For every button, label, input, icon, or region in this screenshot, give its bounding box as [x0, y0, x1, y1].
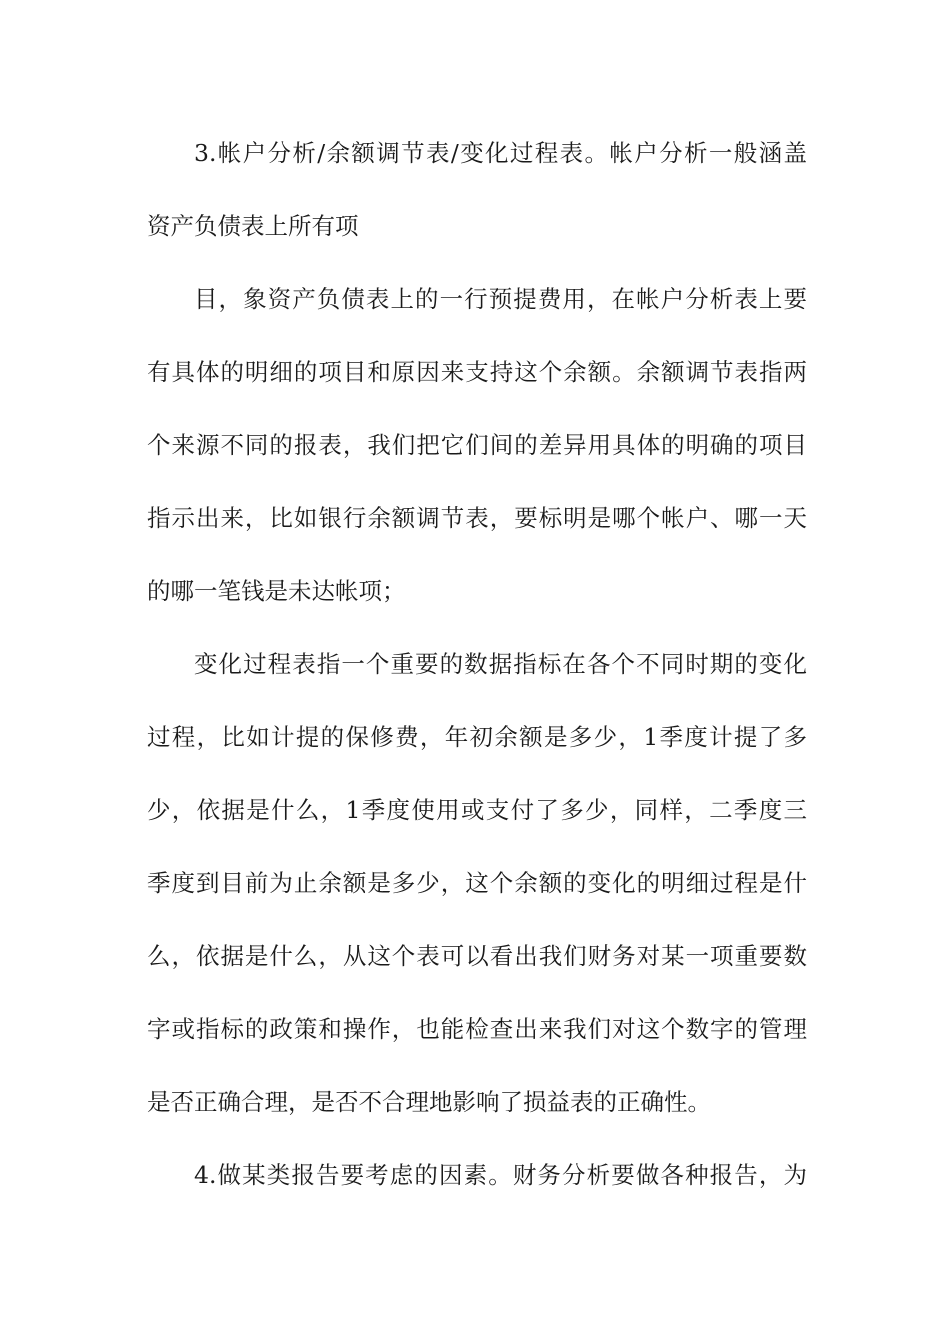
text-line-2: 资产负债表上所有项	[147, 212, 359, 240]
text-line-9: 过程，比如计提的保修费，年初余额是多少，1季度计提了多	[147, 723, 807, 751]
text-line-3: 目，象资产负债表上的一行预提费用，在帐户分析表上要	[194, 285, 807, 313]
text-line-7: 的哪一笔钱是未达帐项；	[147, 577, 406, 605]
text-line-5: 个来源不同的报表，我们把它们间的差异用具体的明确的项目	[147, 431, 807, 459]
text-line-13: 字或指标的政策和操作，也能检查出来我们对这个数字的管理	[147, 1015, 807, 1043]
text-line-15: 4.做某类报告要考虑的因素。财务分析要做各种报告，为	[194, 1161, 807, 1189]
text-line-6: 指示出来，比如银行余额调节表，要标明是哪个帐户、哪一天	[147, 504, 807, 532]
text-line-4: 有具体的明细的项目和原因来支持这个余额。余额调节表指两	[147, 358, 807, 386]
text-line-11: 季度到目前为止余额是多少，这个余额的变化的明细过程是什	[147, 869, 807, 897]
text-line-1: 3.帐户分析/余额调节表/变化过程表。帐户分析一般涵盖	[194, 139, 807, 167]
text-line-8: 变化过程表指一个重要的数据指标在各个不同时期的变化	[194, 650, 807, 678]
text-line-14: 是否正确合理，是否不合理地影响了损益表的正确性。	[147, 1088, 711, 1116]
text-line-12: 么，依据是什么，从这个表可以看出我们财务对某一项重要数	[147, 942, 807, 970]
text-line-10: 少，依据是什么，1季度使用或支付了多少，同样，二季度三	[147, 796, 807, 824]
